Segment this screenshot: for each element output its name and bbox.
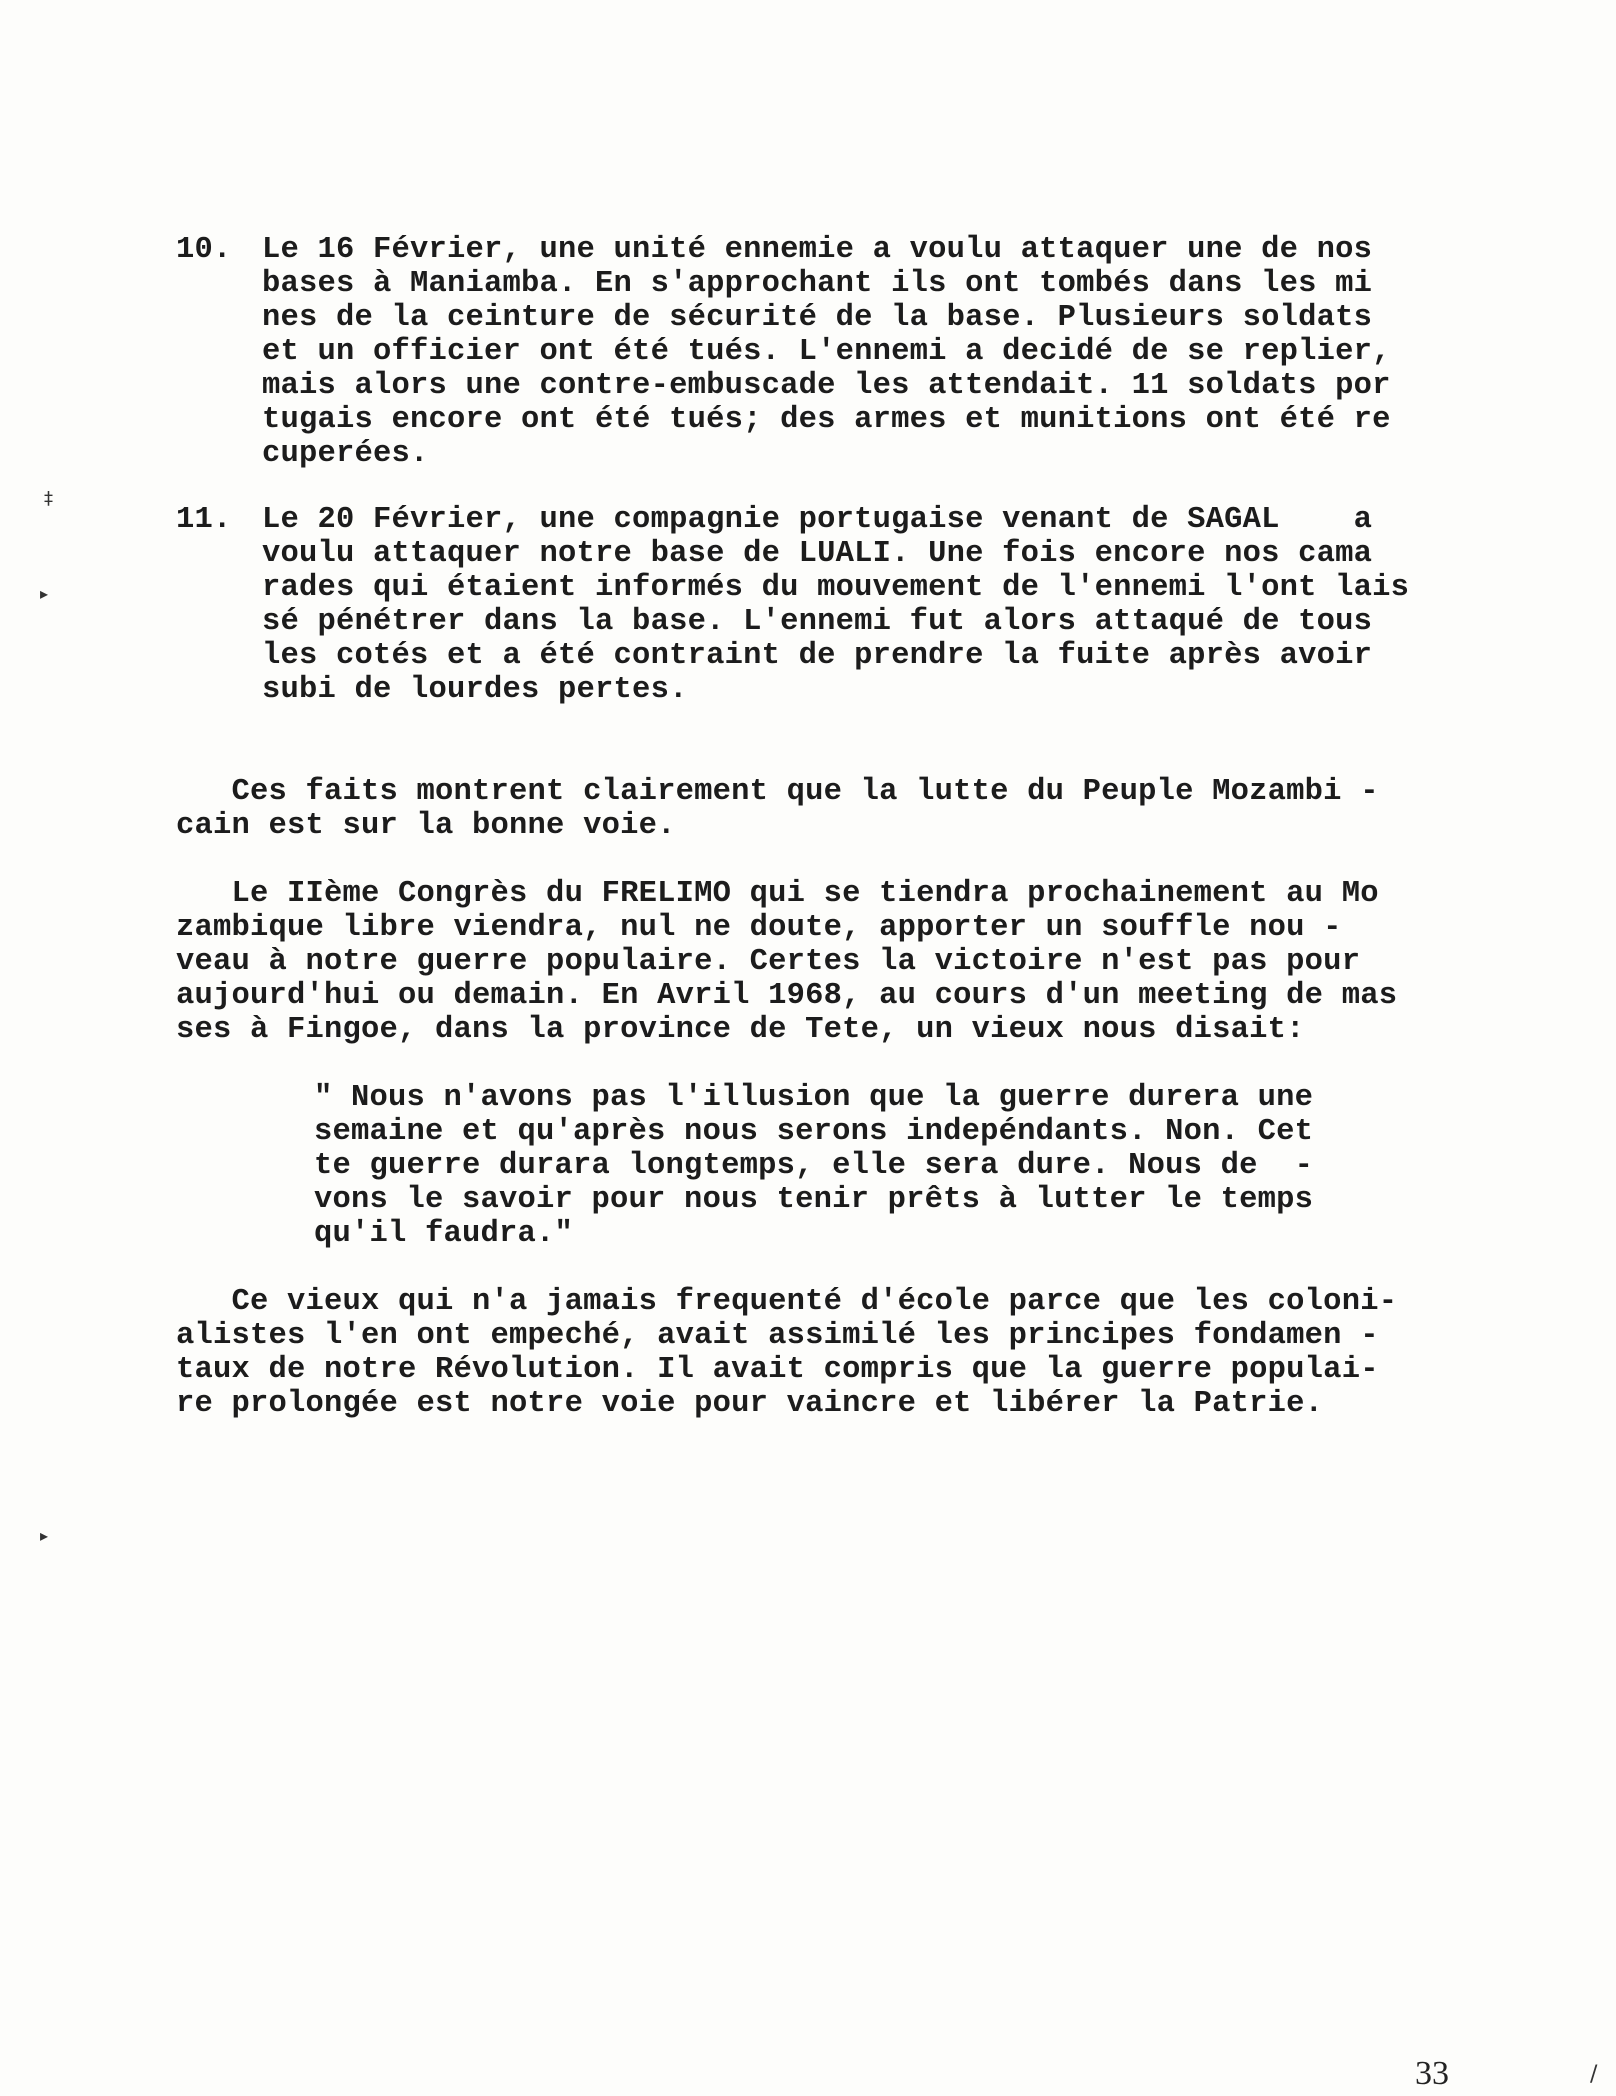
quote-line: vons le savoir pour nous tenir prêts à lutter le temps (314, 1183, 1314, 1217)
item-line: nes de la ceinture de sécurité de la base. Plusieurs soldats (262, 301, 1373, 335)
quote-line: qu'il faudra." (314, 1217, 574, 1251)
scan-mark-icon: ▸ (40, 584, 49, 603)
quote-line: te guerre durara longtemps, elle sera dure. Nous de - (314, 1149, 1314, 1183)
quote-line: semaine et qu'après nous serons indepéndants. Non. Cet (314, 1115, 1314, 1149)
paragraph-line: ses à Fingoe, dans la province de Tete, un vieux nous disait: (176, 1013, 1305, 1047)
item-line: et un officier ont été tués. L'ennemi a decidé de se replier, (262, 335, 1391, 369)
paragraph-line: aujourd'hui ou demain. En Avril 1968, au cours d'un meeting de mas (176, 979, 1398, 1013)
item-line: sé pénétrer dans la base. L'ennemi fut alors attaqué de tous (262, 605, 1373, 639)
item-line: les cotés et a été contraint de prendre la fuite après avoir (262, 639, 1373, 673)
item-number: 10. (176, 233, 232, 267)
quote-line: " Nous n'avons pas l'illusion que la guerre durera une (314, 1081, 1314, 1115)
closing-line: alistes l'en ont empeché, avait assimilé les principes fondamen - (176, 1319, 1379, 1353)
item-line: Le 20 Février, une compagnie portugaise venant de SAGAL a (262, 503, 1373, 537)
paragraph-line: Ces faits montrent clairement que la lutte du Peuple Mozambi - (176, 775, 1379, 809)
closing-line: Ce vieux qui n'a jamais frequenté d'école parce que les coloni- (176, 1285, 1398, 1319)
paragraph-line: cain est sur la bonne voie. (176, 809, 676, 843)
paragraph-line: Le IIème Congrès du FRELIMO qui se tiendra prochainement au Mo (176, 877, 1379, 911)
item-line: subi de lourdes pertes. (262, 673, 688, 707)
item-line: tugais encore ont été tués; des armes et munitions ont été re (262, 403, 1391, 437)
item-number: 11. (176, 503, 232, 537)
item-line: rades qui étaient informés du mouvement de l'ennemi l'ont lais (262, 571, 1410, 605)
page-number: 33 (1415, 2055, 1449, 2092)
scan-mark-icon: / (1590, 2062, 1598, 2087)
closing-line: re prolongée est notre voie pour vaincre et libérer la Patrie. (176, 1387, 1324, 1421)
item-line: mais alors une contre-embuscade les attendait. 11 soldats por (262, 369, 1391, 403)
item-line: voulu attaquer notre base de LUALI. Une fois encore nos cama (262, 537, 1373, 571)
paragraph-line: zambique libre viendra, nul ne doute, apporter un souffle nou - (176, 911, 1342, 945)
paragraph-line: veau à notre guerre populaire. Certes la victoire n'est pas pour (176, 945, 1361, 979)
item-line: cuperées. (262, 437, 429, 471)
closing-line: taux de notre Révolution. Il avait compris que la guerre populai- (176, 1353, 1379, 1387)
scan-mark-icon: ▸ (40, 1526, 49, 1545)
scan-mark-icon: ‡ (44, 488, 53, 509)
item-line: bases à Maniamba. En s'approchant ils ont tombés dans les mi (262, 267, 1373, 301)
item-line: Le 16 Février, une unité ennemie a voulu attaquer une de nos (262, 233, 1373, 267)
